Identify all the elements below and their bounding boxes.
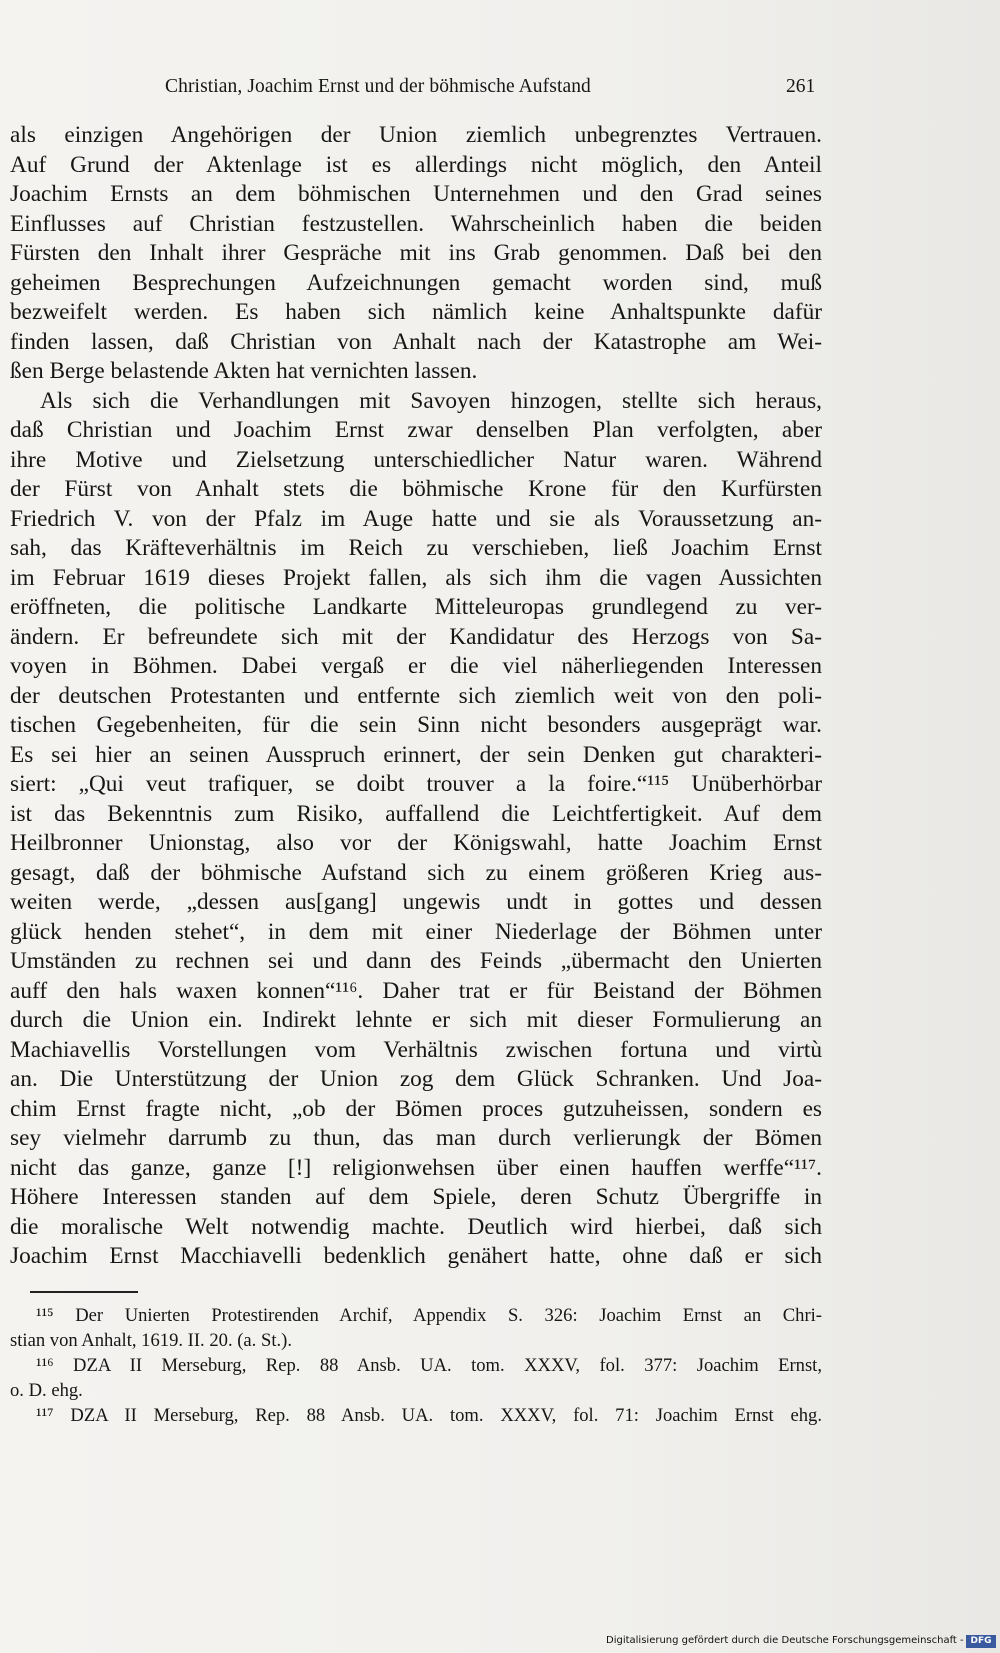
text-line: Höhere Interessen standen auf dem Spiele, deren Schutz Übergriffe in <box>10 1184 822 1210</box>
page-number: 261 <box>786 76 816 97</box>
footnote-line: ¹¹⁵ Der Unierten Protestirenden Archif, Appendix S. 326: Joachim Ernst an Chri- <box>36 1305 822 1326</box>
footnote-line: ¹¹⁶ DZA II Merseburg, Rep. 88 Ansb. UA. tom. XXXV, fol. 377: Joachim Ernst, <box>36 1355 822 1376</box>
text-line: eröffneten, die politische Landkarte Mitteleuropas grundlegend zu ver- <box>10 594 822 620</box>
text-line: Auf Grund der Aktenlage ist es allerdings nicht möglich, den Anteil <box>10 151 822 178</box>
text-line: sah, das Kräfteverhältnis im Reich zu verschieben, ließ Joachim Ernst <box>10 535 822 561</box>
text-line: Joachim Ernst Macchiavelli bedenklich genähert hatte, ohne daß er sich <box>10 1243 822 1269</box>
text-line: im Februar 1619 dieses Projekt fallen, als sich ihm die vagen Aussichten <box>10 564 822 591</box>
running-title: Christian, Joachim Ernst und der böhmische Aufstand <box>165 76 591 97</box>
footnote-divider <box>30 1291 138 1293</box>
text-line: an. Die Unterstützung der Union zog dem Glück Schranken. Und Joa- <box>10 1066 822 1092</box>
text-line: Machiavellis Vorstellungen vom Verhältnis zwischen fortuna und virtù <box>10 1036 822 1063</box>
text-line: Als sich die Verhandlungen mit Savoyen hinzogen, stellte sich heraus, <box>40 387 822 414</box>
text-line: bezweifelt werden. Es haben sich nämlich keine Anhaltspunkte dafür <box>10 299 822 325</box>
text-line: tischen Gegebenheiten, für die sein Sinn nicht besonders ausgeprägt war. <box>10 712 822 738</box>
footnote-115 <box>10 1303 822 1353</box>
text-line: gesagt, daß der böhmische Aufstand sich zu einem größeren Krieg aus- <box>10 859 822 886</box>
text-line: siert: „Qui veut trafiquer, se doibt trouver a la foire.“¹¹⁵ Unüberhörbar <box>10 771 822 797</box>
text-line: daß Christian und Joachim Ernst zwar denselben Plan verfolgten, aber <box>10 417 822 443</box>
footnote-line: stian von Anhalt, 1619. II. 20. (a. St.). <box>10 1330 292 1351</box>
text-line: Einflusses auf Christian festzustellen. Wahrscheinlich haben die beiden <box>10 210 822 237</box>
text-line: ßen Berge belastende Akten hat vernichten lassen. <box>10 358 478 384</box>
text-line: weiten werde, „dessen aus[gang] ungewis undt in gottes und dessen <box>10 889 822 915</box>
text-line: sey vielmehr darrumb zu thun, das man durch verlierungk der Bömen <box>10 1125 822 1151</box>
text-line: ist das Bekenntnis zum Risiko, auffallend die Leichtfertigkeit. Auf dem <box>10 800 822 827</box>
text-line: nicht das ganze, ganze [!] religionwehsen über einen hauffen werffe“¹¹⁷. <box>10 1154 822 1181</box>
text-line: geheimen Besprechungen Aufzeichnungen gemacht worden sind, muß <box>10 269 822 296</box>
text-line: ihre Motive und Zielsetzung unterschiedlicher Natur waren. Während <box>10 446 822 473</box>
footnote-117 <box>10 1403 822 1428</box>
text-line: durch die Union ein. Indirekt lehnte er sich mit dieser Formulierung an <box>10 1007 822 1033</box>
text-line: voyen in Böhmen. Dabei vergaß er die viel näherliegenden Interessen <box>10 653 822 679</box>
text-line: chim Ernst fragte nicht, „ob der Bömen proces gutzuheissen, sondern es <box>10 1095 822 1122</box>
footnote-line: o. D. ehg. <box>10 1380 83 1401</box>
main-text <box>10 121 822 1272</box>
text-line: Es sei hier an seinen Ausspruch erinnert, der sein Denken gut charakteri- <box>10 741 822 768</box>
text-line: finden lassen, daß Christian von Anhalt nach der Katastrophe am Wei- <box>10 328 822 355</box>
text-line: glück henden stehet“, in dem mit einer Niederlage der Böhmen unter <box>10 918 822 945</box>
footnote-116 <box>10 1353 822 1403</box>
footnotes <box>10 1303 822 1428</box>
text-line: als einzigen Angehörigen der Union ziemlich unbegrenztes Vertrauen. <box>10 122 822 148</box>
text-line: Fürsten den Inhalt ihrer Gespräche mit ins Grab genommen. Daß bei den <box>10 240 822 266</box>
text-line: Friedrich V. von der Pfalz im Auge hatte und sie als Voraussetzung an- <box>10 505 822 532</box>
footnote-line: ¹¹⁷ DZA II Merseburg, Rep. 88 Ansb. UA. tom. XXXV, fol. 71: Joachim Ernst ehg. <box>36 1405 822 1426</box>
text-line: Heilbronner Unionstag, also vor der Königswahl, hatte Joachim Ernst <box>10 830 822 856</box>
text-line: der deutschen Protestanten und entfernte sich ziemlich weit von den poli- <box>10 682 822 709</box>
text-line: ändern. Er befreundete sich mit der Kandidatur des Herzogs von Sa- <box>10 623 822 650</box>
text-line: auff den hals waxen konnen“¹¹⁶. Daher trat er für Beistand der Böhmen <box>10 977 822 1004</box>
text-line: die moralische Welt notwendig machte. Deutlich wird hierbei, daß sich <box>10 1213 822 1240</box>
text-line: Joachim Ernsts an dem böhmischen Unternehmen und den Grad seines <box>10 181 822 207</box>
digitization-note: Digitalisierung gefördert durch die Deutsche Forschungsgemeinschaft - <box>606 1635 964 1646</box>
dfg-logo: DFG <box>966 1635 996 1648</box>
text-line: Umständen zu rechnen sei und dann des Feinds „übermacht den Unierten <box>10 948 822 974</box>
text-line: der Fürst von Anhalt stets die böhmische Krone für den Kurfürsten <box>10 476 822 502</box>
